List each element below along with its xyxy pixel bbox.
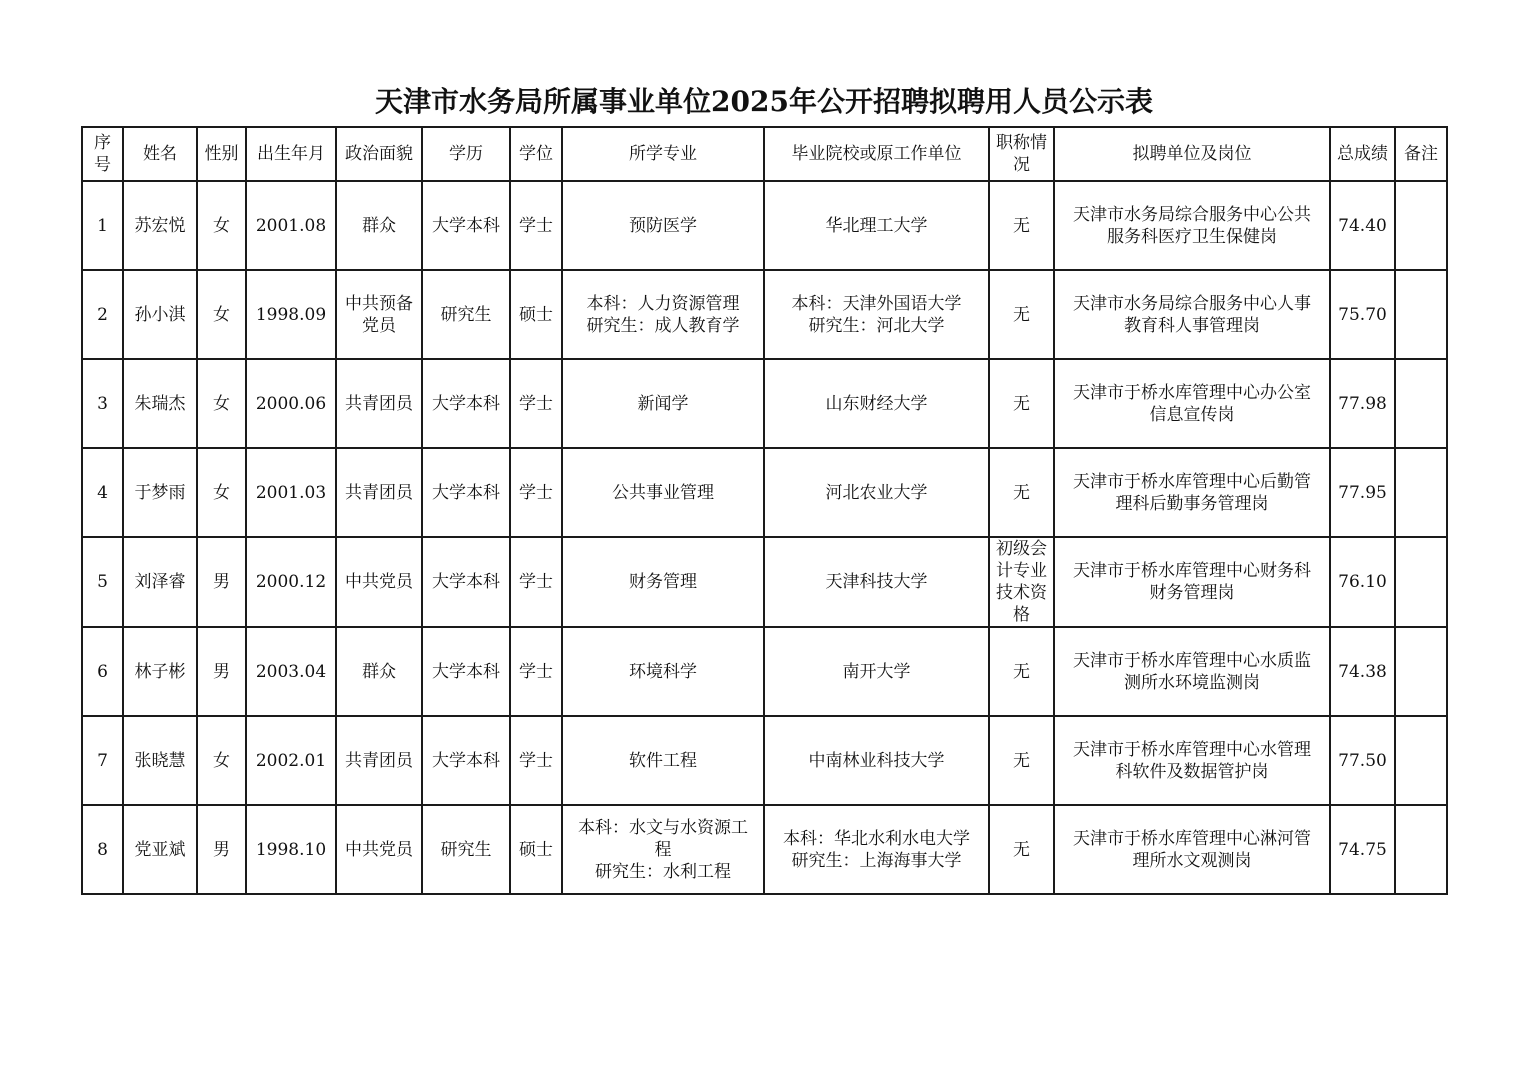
cell-score: 74.75 [1330,805,1395,894]
cell-title-line: 技术资 [996,583,1047,603]
cell-score: 75.70 [1330,270,1395,359]
cell-degree: 学士 [510,537,562,627]
table-row [82,537,1447,627]
cell-school [764,181,989,270]
cell-seq: 8 [82,805,123,894]
cell-degree: 硕士 [510,270,562,359]
cell-position [1054,716,1330,805]
cell-education: 研究生 [422,270,510,359]
cell-political [336,359,422,448]
cell-political-line: 群众 [362,215,396,236]
cell-major-line: 研究生：成人教育学 [586,315,740,336]
cell-birth: 2001.08 [246,181,336,270]
cell-title-line: 格 [1013,605,1030,625]
cell-remark [1395,270,1447,359]
cell-seq: 4 [82,448,123,537]
cell-education: 大学本科 [422,359,510,448]
cell-degree: 硕士 [510,805,562,894]
cell-major [562,537,764,627]
cell-birth: 1998.09 [246,270,336,359]
cell-degree: 学士 [510,181,562,270]
cell-birth: 2000.12 [246,537,336,627]
cell-name: 刘泽睿 [123,537,197,627]
cell-remark [1395,716,1447,805]
cell-remark [1395,181,1447,270]
cell-position [1054,359,1330,448]
cell-political [336,537,422,627]
cell-political-line: 共青团员 [345,482,413,503]
cell-name: 于梦雨 [123,448,197,537]
table-body [82,181,1447,894]
cell-birth: 2000.06 [246,359,336,448]
cell-position-line: 天津市于桥水库管理中心办公室 [1073,382,1311,403]
cell-title-line: 无 [1013,393,1030,414]
cell-major-line: 公共事业管理 [612,482,714,503]
cell-major-line: 新闻学 [637,393,689,414]
cell-position-line: 信息宣传岗 [1149,404,1235,425]
cell-title-line: 无 [1013,304,1030,325]
cell-title [989,448,1054,537]
header-row [82,127,1447,181]
cell-score: 77.98 [1330,359,1395,448]
cell-title-line: 无 [1013,482,1030,503]
cell-position [1054,448,1330,537]
cell-school [764,448,989,537]
cell-birth: 1998.10 [246,805,336,894]
cell-position-line: 教育科人事管理岗 [1124,315,1260,336]
cell-title-line: 计专业 [996,561,1047,581]
cell-position-line: 财务管理岗 [1149,583,1235,603]
cell-political [336,181,422,270]
cell-political [336,805,422,894]
header-birth: 出生年月 [246,127,336,181]
cell-gender: 男 [197,805,246,894]
cell-education: 大学本科 [422,627,510,716]
cell-school [764,627,989,716]
cell-major [562,716,764,805]
header-political: 政治面貌 [336,127,422,181]
cell-political-line: 中共预备 [345,293,413,314]
cell-position-line: 天津市于桥水库管理中心水质监 [1073,650,1311,671]
cell-title-line: 无 [1013,661,1030,682]
cell-school-line: 本科：华北水利水电大学 [783,828,970,849]
cell-school-line: 山东财经大学 [825,393,928,414]
cell-political [336,448,422,537]
cell-remark [1395,537,1447,627]
cell-position-line: 天津市于桥水库管理中心淋河管 [1073,828,1311,849]
cell-birth: 2003.04 [246,627,336,716]
page-title: 天津市水务局所属事业单位2025年公开招聘拟聘用人员公示表 [375,85,1153,118]
cell-title [989,716,1054,805]
cell-school-line: 华北理工大学 [825,215,928,236]
cell-gender: 女 [197,181,246,270]
cell-gender: 男 [197,537,246,627]
cell-remark [1395,805,1447,894]
cell-school-line: 南开大学 [842,661,911,682]
cell-major [562,448,764,537]
cell-political-line: 中共党员 [345,839,413,860]
table-row [82,359,1447,448]
recruitment-table [81,126,1448,895]
cell-name: 朱瑞杰 [123,359,197,448]
cell-school-line: 研究生：上海海事大学 [791,850,962,871]
cell-title-line: 初级会 [996,539,1047,559]
cell-major-line: 本科：人力资源管理 [586,293,740,314]
cell-major-line: 环境科学 [629,661,697,682]
cell-position-line: 天津市于桥水库管理中心财务科 [1073,561,1311,581]
cell-title [989,359,1054,448]
cell-name: 张晓慧 [123,716,197,805]
cell-name: 苏宏悦 [123,181,197,270]
cell-position-line: 天津市于桥水库管理中心水管理 [1073,739,1311,760]
cell-title [989,270,1054,359]
cell-position-line: 服务科医疗卫生保健岗 [1107,226,1277,247]
cell-title-line: 无 [1013,839,1030,860]
cell-major-line: 预防医学 [629,215,697,236]
cell-major [562,181,764,270]
cell-score: 74.38 [1330,627,1395,716]
cell-position-line: 天津市水务局综合服务中心人事 [1073,293,1311,314]
cell-school [764,716,989,805]
cell-score: 77.95 [1330,448,1395,537]
cell-title [989,627,1054,716]
table-row [82,270,1447,359]
cell-birth: 2002.01 [246,716,336,805]
cell-name: 党亚斌 [123,805,197,894]
cell-education: 大学本科 [422,181,510,270]
cell-position [1054,181,1330,270]
header-title: 职称情 况 [989,127,1054,181]
cell-title-line: 无 [1013,750,1030,771]
header-school: 毕业院校或原工作单位 [764,127,989,181]
cell-political-line: 群众 [362,661,396,682]
cell-position [1054,537,1330,627]
cell-political-line: 共青团员 [345,393,413,414]
cell-position-line: 理科后勤事务管理岗 [1115,493,1269,514]
cell-position-line: 科软件及数据管护岗 [1115,761,1269,782]
cell-position-line: 天津市于桥水库管理中心后勤管 [1073,471,1311,492]
cell-major [562,627,764,716]
cell-position-line: 理所水文观测岗 [1132,850,1252,871]
cell-position-line: 测所水环境监测岗 [1124,672,1260,693]
cell-school-line: 研究生：河北大学 [808,315,945,336]
header-remark: 备注 [1395,127,1447,181]
cell-gender: 女 [197,359,246,448]
table-row [82,627,1447,716]
cell-gender: 男 [197,627,246,716]
header-degree: 学位 [510,127,562,181]
cell-title [989,181,1054,270]
table-row [82,448,1447,537]
header-seq: 序 号 [82,127,123,181]
cell-major-line: 软件工程 [629,750,697,771]
header-score: 总成绩 [1330,127,1395,181]
cell-education: 大学本科 [422,716,510,805]
cell-education: 大学本科 [422,448,510,537]
cell-name: 孙小淇 [123,270,197,359]
cell-major-line: 研究生：水利工程 [595,861,731,882]
cell-gender: 女 [197,270,246,359]
cell-score: 76.10 [1330,537,1395,627]
cell-gender: 女 [197,716,246,805]
cell-score: 74.40 [1330,181,1395,270]
cell-education: 研究生 [422,805,510,894]
cell-major-line: 程 [654,839,672,860]
cell-political [336,627,422,716]
cell-remark [1395,627,1447,716]
header-gender: 性别 [197,127,246,181]
cell-political-line: 党员 [362,315,396,336]
cell-seq: 6 [82,627,123,716]
header-major: 所学专业 [562,127,764,181]
cell-seq: 5 [82,537,123,627]
cell-title [989,537,1054,627]
cell-seq: 1 [82,181,123,270]
cell-major [562,270,764,359]
header-name: 姓名 [123,127,197,181]
cell-remark [1395,448,1447,537]
cell-school [764,359,989,448]
cell-school [764,270,989,359]
cell-name: 林子彬 [123,627,197,716]
cell-school-line: 中南林业科技大学 [808,750,945,771]
table-row [82,805,1447,894]
cell-seq: 3 [82,359,123,448]
cell-remark [1395,359,1447,448]
cell-major [562,805,764,894]
cell-seq: 2 [82,270,123,359]
cell-score: 77.50 [1330,716,1395,805]
cell-degree: 学士 [510,359,562,448]
cell-school [764,537,989,627]
cell-political [336,716,422,805]
cell-major-line: 本科：水文与水资源工 [578,817,748,838]
table-row [82,716,1447,805]
header-position: 拟聘单位及岗位 [1054,127,1330,181]
cell-school-line: 河北农业大学 [825,482,928,503]
cell-degree: 学士 [510,716,562,805]
cell-school-line: 本科：天津外国语大学 [791,293,962,314]
cell-title-line: 无 [1013,215,1030,236]
cell-school-line: 天津科技大学 [825,572,928,592]
table-row [82,181,1447,270]
cell-degree: 学士 [510,448,562,537]
cell-degree: 学士 [510,627,562,716]
cell-title [989,805,1054,894]
cell-position [1054,805,1330,894]
cell-political [336,270,422,359]
cell-position [1054,270,1330,359]
header-education: 学历 [422,127,510,181]
cell-political-line: 中共党员 [345,572,413,592]
cell-gender: 女 [197,448,246,537]
cell-education: 大学本科 [422,537,510,627]
cell-major-line: 财务管理 [629,572,697,592]
cell-political-line: 共青团员 [345,750,413,771]
cell-seq: 7 [82,716,123,805]
cell-major [562,359,764,448]
cell-school [764,805,989,894]
cell-position [1054,627,1330,716]
cell-birth: 2001.03 [246,448,336,537]
cell-position-line: 天津市水务局综合服务中心公共 [1073,204,1311,225]
